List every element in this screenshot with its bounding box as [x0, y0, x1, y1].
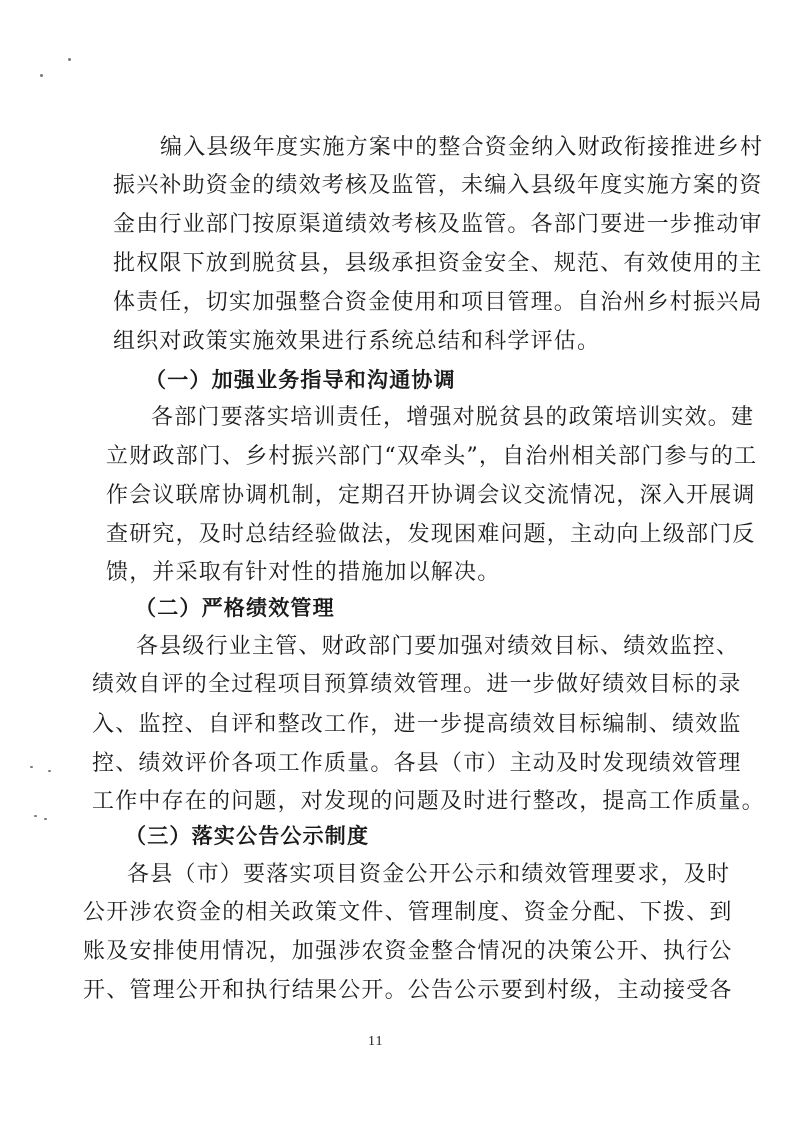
paragraph-line: 立财政部门、乡村振兴部门“双牵头”，自治州相关部门参与的工: [106, 444, 758, 469]
paragraph-line: 批权限下放到脱贫县，县级承担资金安全、规范、有效使用的主: [113, 251, 763, 276]
paragraph-line: 账及安排使用情况，加强涉农资金整合情况的决策公开、执行公: [83, 939, 733, 964]
page-number: 11: [368, 1034, 384, 1049]
paragraph-line: 金由行业部门按原渠道绩效考核及监管。各部门要进一步推动审: [113, 212, 763, 237]
section-heading: （一）加强业务指导和沟通协调: [145, 368, 456, 392]
paragraph-line: 各县（市）要落实项目资金公开公示和绩效管理要求，及时: [127, 862, 731, 887]
paragraph-line: 振兴补助资金的绩效考核及监管，未编入县级年度实施方案的资: [113, 173, 763, 198]
paragraph-line: 公开涉农资金的相关政策文件、管理制度、资金分配、下拨、到: [83, 900, 733, 925]
paragraph-line: 入、监控、自评和整改工作，进一步提高绩效目标编制、绩效监: [92, 712, 742, 737]
paragraph-line: 馈，并采取有针对性的措施加以解决。: [106, 560, 501, 585]
paragraph-line: 各县级行业主管、财政部门要加强对绩效目标、绩效监控、: [136, 634, 740, 659]
paragraph-line: 工作中存在的问题，对发现的问题及时进行整改，提高工作质量。: [92, 789, 765, 814]
paragraph-line: 绩效自评的全过程项目预算绩效管理。进一步做好绩效目标的录: [92, 672, 742, 697]
scan-speck: [48, 770, 51, 772]
scan-speck: [44, 818, 47, 820]
paragraph-line: 各部门要落实培训责任，增强对脱贫县的政策培训实效。建: [151, 405, 755, 430]
paragraph-line: 组织对政策实施效果进行系统总结和科学评估。: [113, 329, 601, 354]
scan-speck: [34, 815, 37, 817]
scan-speck: [30, 766, 33, 768]
paragraph-line: 编入县级年度实施方案中的整合资金纳入财政衔接推进乡村: [160, 135, 764, 160]
scan-speck: [40, 74, 43, 77]
paragraph-line: 体责任，切实加强整合资金使用和项目管理。自治州乡村振兴局: [113, 290, 763, 315]
section-heading: （二）严格绩效管理: [135, 596, 335, 620]
section-heading: （三）落实公告公示制度: [125, 824, 370, 848]
paragraph-line: 开、管理公开和执行结果公开。公告公示要到村级，主动接受各: [83, 978, 733, 1003]
scan-speck: [68, 58, 71, 61]
paragraph-line: 查研究，及时总结经验做法，发现困难问题，主动向上级部门反: [106, 522, 756, 547]
paragraph-line: 控、绩效评价各项工作质量。各县（市）主动及时发现绩效管理: [92, 751, 742, 776]
paragraph-line: 作会议联席协调机制，定期召开协调会议交流情况，深入开展调: [106, 483, 756, 508]
